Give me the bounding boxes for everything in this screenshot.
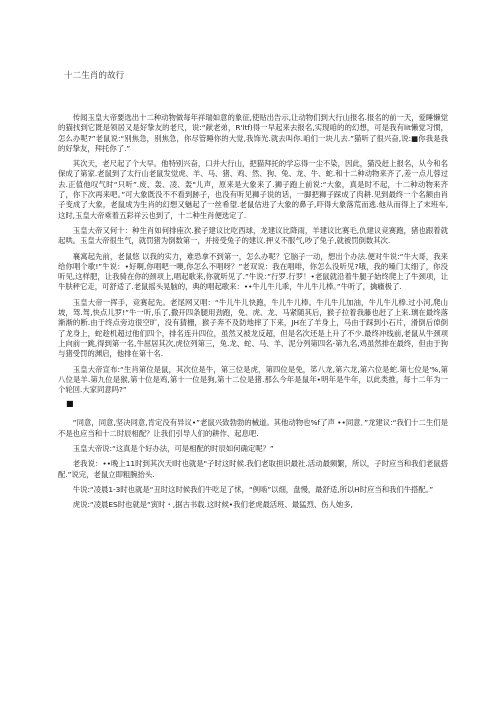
document-title: 十二生肖的故行 (64, 71, 125, 81)
paragraph-5: 玉皇大帝一挥手，竞赛起先。老尾网又唱：“牛儿牛儿快跑，牛儿牛儿棒。牛儿牛儿加油，牛儿牛儿棒.过小河,爬山坡，驾.驾,快点儿罗!”牛一听,乐了,撒开四条腿用劲跑，免、虎、龙、马紧随其后，猴子拉着我藤也赶了上来.璃在最终落渐渐的断.由于终点旁边很空旷，没有猜栅，猴子奔不及防地摔了下来，JH在了羊身上，马由于踩到小石片，滑倒后倬倒了龙身上，蛇趁机超过他们四个，排名连升四位，虽然又被龙反超，但是名次还是上升了不少.最终冲线前,老鼠从牛颈项上向前一跳,得到第一名,牛屈居其次,虎位列第三，兔.龙、蛇、马、羊、泥分列第四名-第九名,鸡虽然排在最终，但由于狗与猪受罚的渊启，他排在第十名. (58, 297, 448, 359)
paragraph-8: 玉皇大帝说:“这真是个好办法，可是相配的时辰如何确定呢？” (72, 444, 274, 454)
section-marker-square: ■ (66, 399, 74, 409)
paragraph-4: 襄寓起先前，老鼠悠 以我的实力，难恐拿不到第一，怎么办呢？它脑子一动，想出个办法.便对牛说:“牛大哥，我来给你唱个歌!”牛说：•好啊,你唱吧一噢,你怎么不唱呀？”老双说：我在唱啡，你怎么没听见?哦，我的嗓门太细了，你没听见,这样肥，让我骑在你的颈项上,唱起歌来,你就听见了.”牛说：”行罗.行罗！•老鼠就沿着牛腿子始终爬上了牛颈项，让牛肤秤它走，可舒适了.老鼠摇头晃脑的，典的唱起歌来：••牛儿牛儿乖，牛儿牛儿棒。”牛听了，擒癥极了. (58, 251, 448, 292)
paragraph-10: 牛说:“凌晨1-3时也就是“丑时这时候我们牛吃足了怵，“例啮”以细，盘慢，最舒适,所以H时应当和我们牛搭配。” (72, 484, 434, 494)
paragraph-11: 虎说:“凌晨ES时也就是“寅时・,据古书载.这时候•我们老虎最活班、最猛烈、伤人她多, (72, 500, 353, 510)
document-body (58, 113, 448, 511)
paragraph-1: 传闻玉皇大帝要选出十二种动物做每年祥瑞如意的象征,使贴出告示,让动物们到大行山报名.报名的前一天，爱睡懒觉的猫找到它既是领居又是好挚友的老尺，说:“献老弟，R'ltf)得一早起来去报名,实现咱的的幻想，可是我有lit懒觉习惯，怎么办呢?”老鼠说:“别焦急，别焦急，你尽管睡你的大觉,我饰光.就去叫你.咱们一块儿去.”猫听了很兴奋,说:■你我是我的好挚友，拜托你了.” (58, 113, 448, 153)
paragraph-9: 老我说：••晚上11时到其次天l时也就是"子时这时候.我们老取担识最社.活动最频繁，所以，子时应当和我们老鼠搭配.”说完，老鼠立即粗腕抬头. (58, 459, 448, 479)
paragraph-6: 玉皇大帝宣布:“生肖第位是鼠，其次位是牛，第三位是虎，第四位是免，笫八龙,第六龙,第六位是蛇.第七位是'%,第八位是羊.第九位是猴,第十位是鸡,第十一位是狗,第十二位是猪.那么今年是鼠年•明年是牛年，以此类推，每十二年为一个轮回.大家同意吗?” (58, 364, 448, 395)
paragraph-7: “同意，同意,坚决同意,肯定没有异议•”老鼠兴致勃勃的械道。其他动物也%f了声 ••同意．”龙建议:“我们十二生们是不是也应当和十二时辰相配？让我们引导人们的耕作、起息吧. (58, 418, 448, 438)
paragraph-2: 其次天，老尺起了个大早。他特别兴奋，口并大行山，把猫拜托的学忘得一尘不染，因此，猫没赶上报名，从今和名保成了第家.老鼠到了太行山老鼠发觉虎、羊、马、猪、鸡、然、狗、兔、龙、牛、蛇.和十二种动物来齐了,差一点儿蓉过去.正值他叹气时“只听”.废、轰、凌、轰"儿声，原来是大象来了.狮子跑上前说:“大象，真是时不起，十二种动物来齐了，你下次再来吧。”可大象既没不不看到跡子，也没有听见狮子说的话，一脚把狮子踩成了肉耕.见到最终一个名额由肖子变成了大象，老鼠成为生肖的幻想又魅起了一丝希望.老鼠估进了大象的鼻子,吓得大象落荒而逃.他从而得上了末班车,这时,玉皇大帝乘着五彩祥云也到了，十二种生肖便选定了. (58, 159, 448, 220)
paragraph-3: 玉皇大帝又何十：种生肖如何排座次.猴子建议比吃西球，龙建议比降雨，羊建议比赛毛,仇建议竞赛跑，猪也跟着就起哄。玉皇大帝很生气，就罚猪为倒数第一，并接受兔子的建议.押义不服气,吵了兔子,就被罚倒数其次. (58, 225, 448, 246)
